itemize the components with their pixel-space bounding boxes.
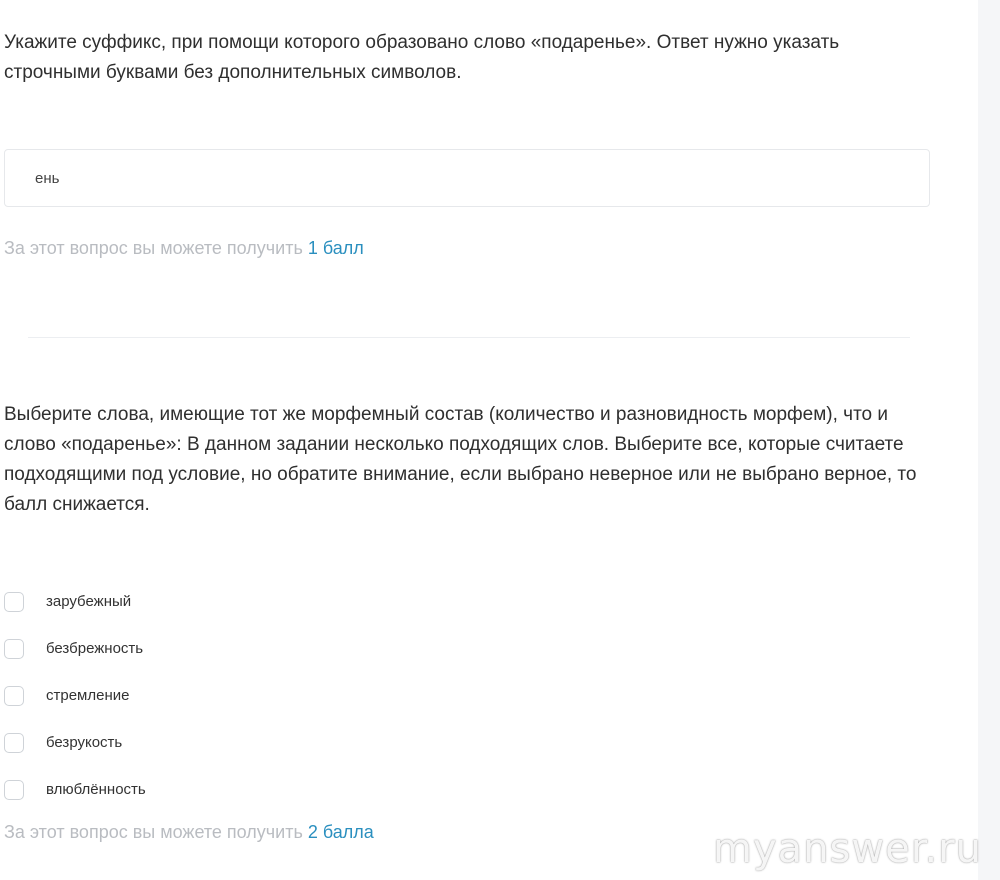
option-label: стремление [46,687,130,704]
checkbox[interactable] [4,686,24,706]
points-prefix: За этот вопрос вы можете получить [4,822,308,842]
points-prefix: За этот вопрос вы можете получить [4,238,308,258]
question-2-points [4,822,374,843]
option-item[interactable] [4,672,146,719]
option-label: зарубежный [46,593,132,610]
option-item[interactable] [4,625,146,672]
option-item[interactable] [4,766,146,813]
option-item[interactable] [4,719,146,766]
option-label: безбрежность [46,640,144,657]
question-2-text: Выберите слова, имеющие тот же морфемный состав (количество и разновидность морфем), что и слово «подаренье»: В данном задании несколько подходящих слов. Выберите все, которые считаете подходящими под условие, но обратите внимание, если выбрано неверное или не выбрано верное, то балл снижается. [4,404,917,515]
right-panel-strip [978,0,1000,880]
points-value: 2 балла [307,822,374,842]
option-label: влюблённость [46,781,146,798]
checkbox[interactable] [4,639,24,659]
checkbox[interactable] [4,780,24,800]
question-1-points [4,238,364,259]
checkbox[interactable] [4,733,24,753]
question-2-options [4,578,146,813]
option-label: безрукость [46,734,123,751]
watermark: myanswer.ru [713,826,982,872]
points-value: 1 балл [307,238,364,258]
question-1-answer-input[interactable] [4,149,930,207]
question-divider [28,337,910,338]
option-item[interactable] [4,578,146,625]
checkbox[interactable] [4,592,24,612]
question-1-text: Укажите суффикс, при помощи которого образовано слово «подаренье». Ответ нужно указать строчными буквами без дополнительных символов. [4,32,840,83]
